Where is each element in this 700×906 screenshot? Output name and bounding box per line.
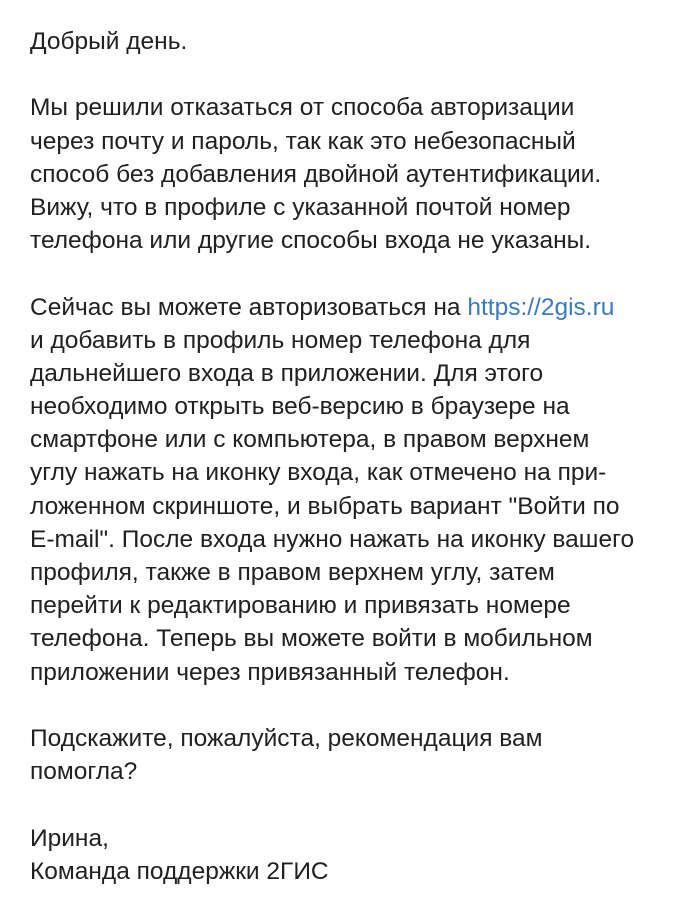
2gis-website-link[interactable]: https://2gis.ru (467, 293, 615, 321)
paragraph-feedback-question (30, 722, 690, 788)
paragraph-line: Вижу, что в профиле с указанной почтой номер (30, 193, 571, 221)
paragraph-gap (30, 58, 690, 91)
support-message (30, 25, 690, 888)
greeting-text: Добрый день. (30, 28, 188, 55)
paragraph-line: Подскажите, пожалуйста, рекомендация вам (30, 724, 543, 752)
paragraph-line: дальнейшего входа в приложении. Для этого (30, 359, 544, 387)
paragraph-gap (30, 788, 690, 821)
paragraph-line: углу нажать на иконку входа, как отмечено на при- (30, 459, 607, 487)
paragraph-line: ложенном скриншоте, и выбрать вариант "Войти по (30, 492, 620, 520)
paragraph-gap (30, 257, 690, 290)
signature-name: Ирина, (30, 824, 109, 852)
signature-team: Команда поддержки 2ГИС (30, 857, 329, 885)
paragraph-line: способ без добавления двойной аутентификации. (30, 160, 602, 188)
paragraph-line: и добавить в профиль номер телефона для (30, 326, 531, 354)
paragraph-line: смартфоне или с компьютера, в правом верхнем (30, 426, 590, 454)
paragraph-line: E-mail". После входа нужно нажать на иконку вашего (30, 525, 635, 553)
paragraph-line: через почту и пароль, так как это небезопасный (30, 127, 576, 155)
paragraph-line: профиля, также в правом верхнем углу, затем (30, 559, 555, 586)
paragraph-instructions (30, 291, 690, 689)
paragraph-line-text: Сейчас вы можете авторизоваться на (30, 293, 468, 321)
paragraph-line: приложении через привязанный телефон. (30, 658, 510, 686)
paragraph-gap (30, 689, 690, 722)
paragraph-auth-change (30, 91, 690, 257)
paragraph-line: перейти к редактированию и привязать номере (30, 592, 571, 620)
paragraph-line: помогла? (30, 758, 138, 786)
paragraph-line: необходимо открыть веб-версию в браузере на (30, 393, 570, 421)
paragraph-line: Мы решили отказаться от способа авторизации (30, 94, 575, 122)
signature (30, 822, 690, 888)
paragraph-line-with-link (30, 291, 690, 324)
paragraph-line: телефона. Теперь вы можете войти в мобильном (30, 625, 593, 653)
paragraph-line: телефона или другие способы входа не указаны. (30, 227, 592, 255)
